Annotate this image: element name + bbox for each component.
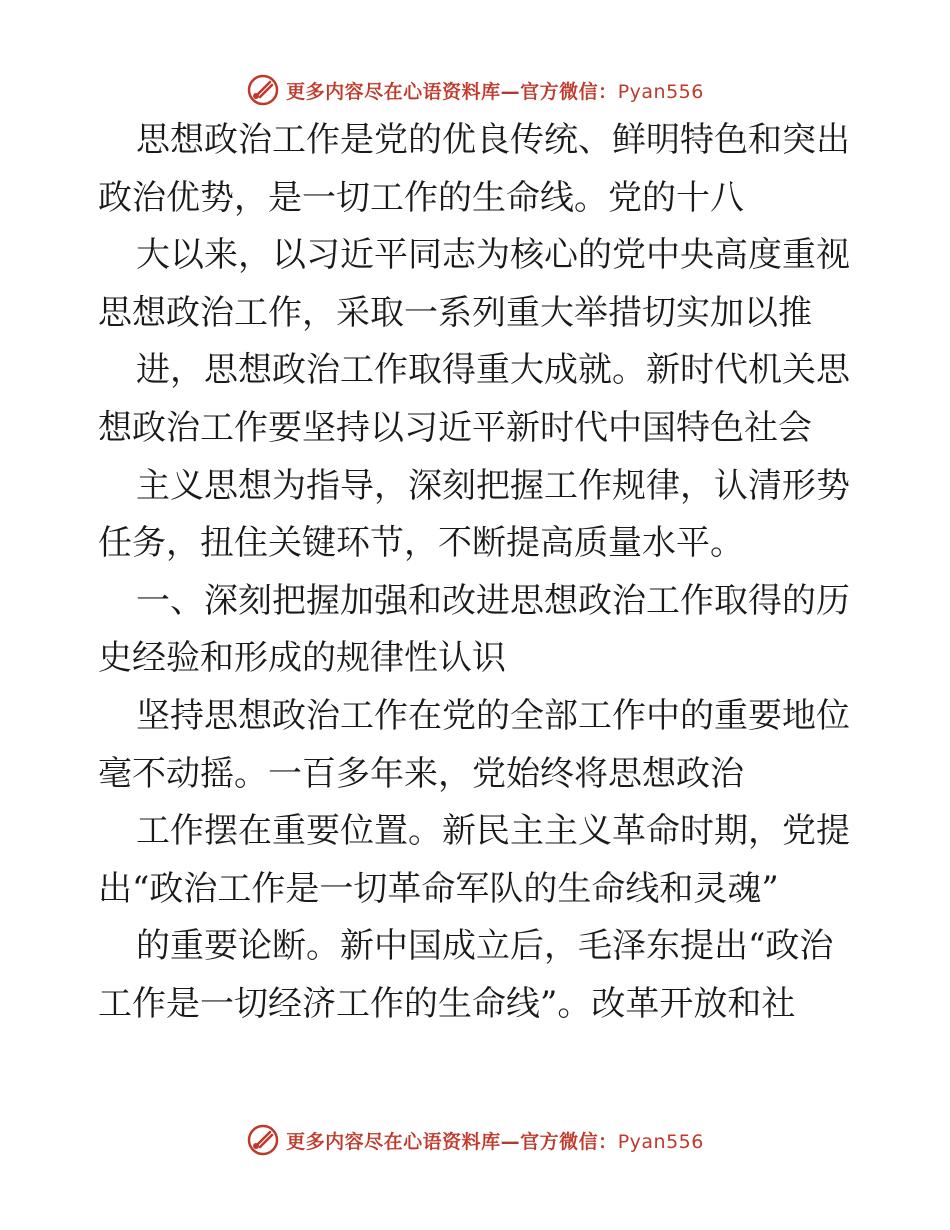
footer-banner-main: 更多内容尽在心语资料库 [286,1130,501,1153]
text-line: 出“政治工作是一切革命军队的生命线和灵魂” [98,868,779,909]
header-banner-id: Pyan556 [617,80,704,103]
text-line: 毫不动摇。一百多年来，党始终将思想政治 [98,753,744,794]
footer-banner-dash: — [500,1130,521,1153]
header-banner-text [286,77,704,104]
text-line: 思想政治工作，采取一系列重大举措切实加以推 [98,292,812,333]
text-line: 思想政治工作是党的优良传统、鲜明特色和突出 [136,120,850,160]
document-body [98,120,858,1042]
section-heading-line: 史经验和形成的规律性认识 [98,638,506,679]
text-line: 任务，扭住关键环节，不断提高质量水平。 [98,523,744,564]
footer-banner-label: 官方微信： [520,1130,618,1153]
text-line: 想政治工作要坚持以习近平新时代中国特色社会 [98,407,812,448]
header-banner-dash: — [500,80,521,103]
logo-icon [246,1123,280,1157]
text-line: 进，思想政治工作取得重大成就。新时代机关思 [136,350,850,391]
text-line: 的重要论断。新中国成立后，毛泽东提出“政治 [136,926,834,967]
text-line: 主义思想为指导，深刻把握工作规律，认清形势 [136,465,850,506]
header-banner [0,70,950,110]
logo-icon [246,73,280,107]
text-line: 工作是一切经济工作的生命线”。改革开放和社 [98,983,796,1024]
footer-banner-id: Pyan556 [617,1130,704,1153]
section-heading-line: 一、深刻把握加强和改进思想政治工作取得的历 [136,580,850,621]
text-line: 政治优势，是一切工作的生命线。党的十八 [98,177,744,218]
text-line: 工作摆在重要位置。新民主主义革命时期，党提 [136,811,850,852]
text-line: 坚持思想政治工作在党的全部工作中的重要地位 [136,695,850,736]
footer-banner [0,1120,950,1160]
footer-banner-text [286,1127,704,1154]
header-banner-main: 更多内容尽在心语资料库 [286,80,501,103]
text-line: 大以来，以习近平同志为核心的党中央高度重视 [136,235,850,276]
header-banner-label: 官方微信： [520,80,618,103]
